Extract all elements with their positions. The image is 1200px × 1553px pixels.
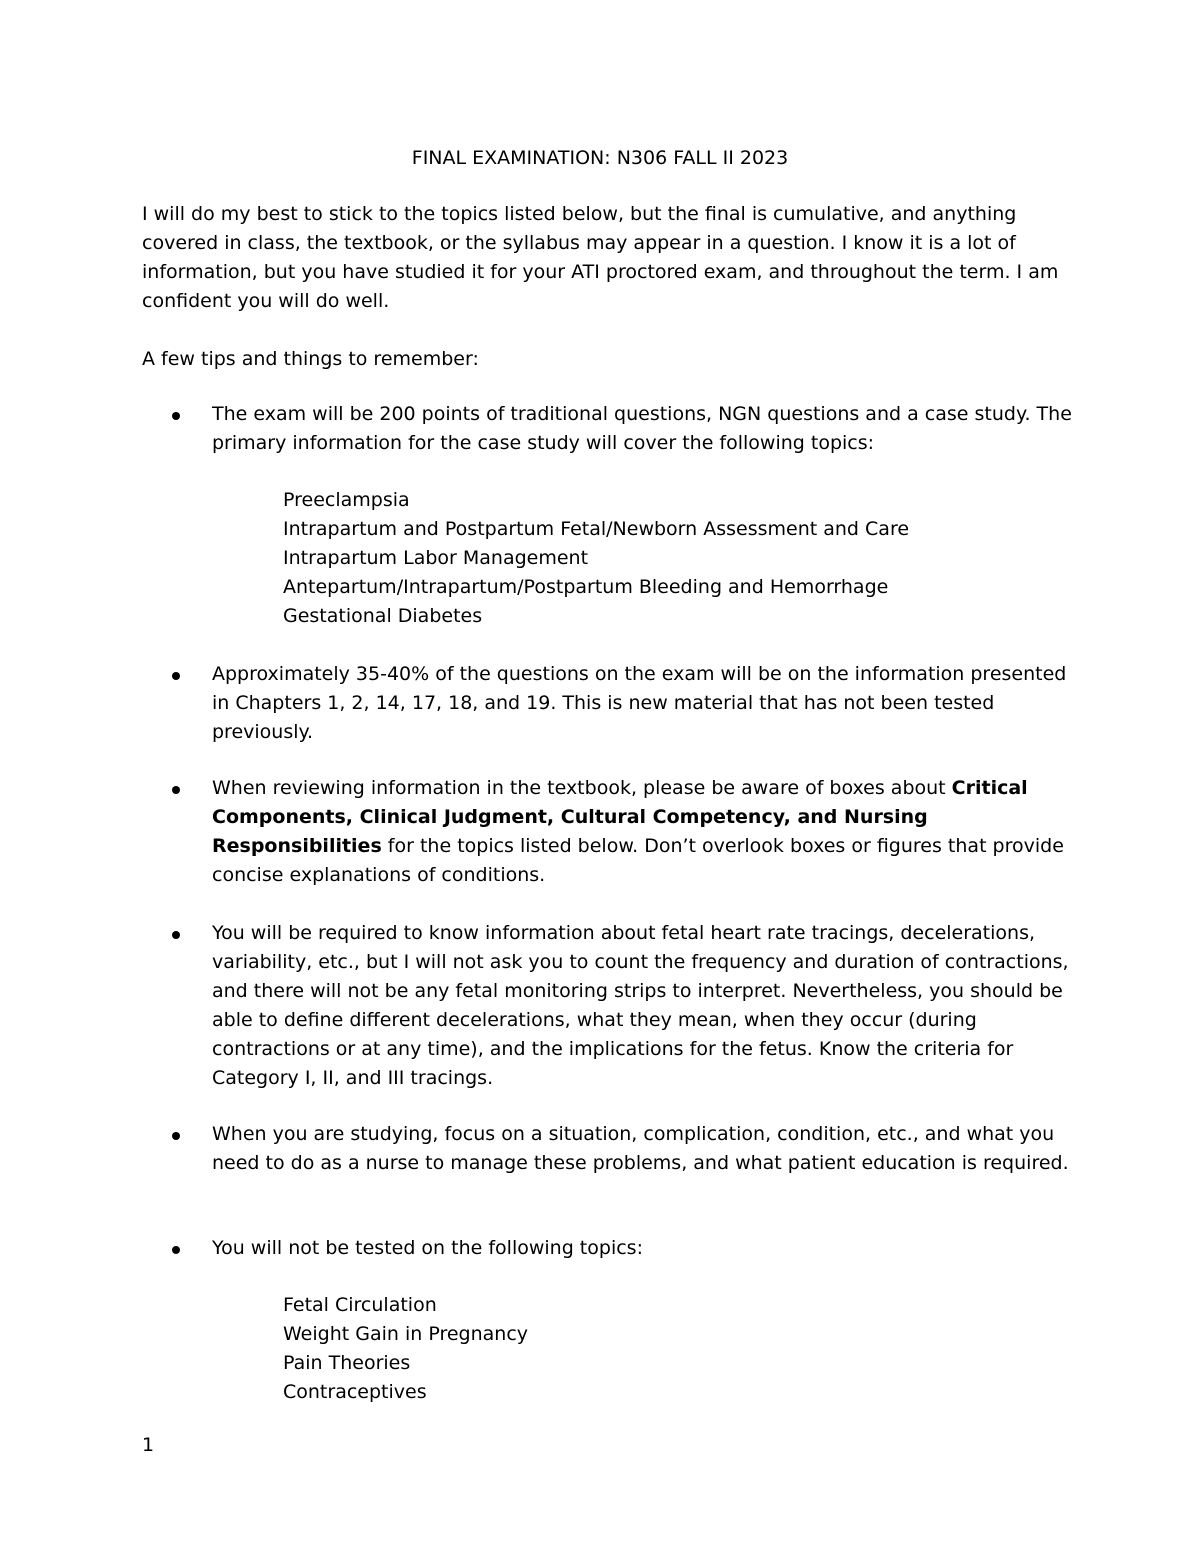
intro-paragraph — [142, 200, 1072, 316]
bullet-text-bold: Critical Components, Clinical Judgment, Cultural Competency, and Nursing Responsibilities — [212, 777, 1028, 857]
bullet-item — [212, 660, 1072, 747]
list-item: Weight Gain in Pregnancy — [283, 1323, 529, 1345]
bullet-item — [212, 1120, 1072, 1178]
bullet-text: When you are studying, focus on a situation, complication, condition, etc., and what you need to do as a nurse to manage these problems, and what patient education is required. — [212, 1123, 1069, 1174]
bullet-item — [212, 919, 1072, 1093]
bullet-icon — [172, 786, 180, 794]
list-item: Pain Theories — [283, 1352, 411, 1374]
page-number: 1 — [142, 1434, 155, 1456]
bullet-item — [212, 774, 1072, 890]
list-item: Gestational Diabetes — [283, 605, 483, 627]
bullet-icon — [172, 672, 180, 680]
list-item: Intrapartum and Postpartum Fetal/Newborn Assessment and Care — [283, 518, 910, 540]
list-item: Intrapartum Labor Management — [283, 547, 589, 569]
intro-text: I will do my best to stick to the topics listed below, but the final is cumulative, and anything covered in class, the textbook, or the syllabus may appear in a question. I know it is a lot of information, but you have studied it for your ATI proctored exam, and throughout the term. I am confident you will do well. — [142, 203, 1059, 312]
bullet-icon — [172, 1246, 180, 1254]
list-item: Antepartum/Intrapartum/Postpartum Bleeding and Hemorrhage — [283, 576, 889, 598]
bullet-icon — [172, 1132, 180, 1140]
bullet-text: You will not be tested on the following topics: — [212, 1237, 643, 1259]
bullet-text: Approximately 35-40% of the questions on the exam will be on the information presented in Chapters 1, 2, 14, 17, 18, and 19. This is new material that has not been tested previously. — [212, 663, 1067, 743]
list-item: Contraceptives — [283, 1381, 427, 1403]
bullet-item — [212, 400, 1072, 458]
bullet-icon — [172, 931, 180, 939]
bullet-icon — [172, 412, 180, 420]
case-study-topic-list — [283, 486, 909, 631]
list-item: Preeclampsia — [283, 489, 410, 511]
excluded-topic-list — [283, 1291, 528, 1407]
bullet-text: The exam will be 200 points of traditional questions, NGN questions and a case study. The primary information for the case study will cover the following topics: — [212, 403, 1072, 454]
bullet-text-before: When reviewing information in the textbook, please be aware of boxes about — [212, 777, 952, 799]
page-title: FINAL EXAMINATION: N306 FALL II 2023 — [411, 147, 789, 169]
bullet-item — [212, 1234, 1072, 1263]
tips-heading: A few tips and things to remember: — [142, 348, 479, 370]
bullet-text: You will be required to know information about fetal heart rate tracings, decelerations, variability, etc., but I will not ask you to count the frequency and duration of contractions, and there will not be any fetal monitoring strips to interpret. Nevertheless, you should be able to define different decelerations, what they mean, when they occur (during contractions or at any time), and the implications for the fetus. Know the criteria for Category I, II, and III tracings. — [212, 922, 1069, 1089]
list-item: Fetal Circulation — [283, 1294, 437, 1316]
bullet-text-after: for the topics listed below. Don’t overlook boxes or figures that provide concise explanations of conditions. — [212, 835, 1064, 886]
